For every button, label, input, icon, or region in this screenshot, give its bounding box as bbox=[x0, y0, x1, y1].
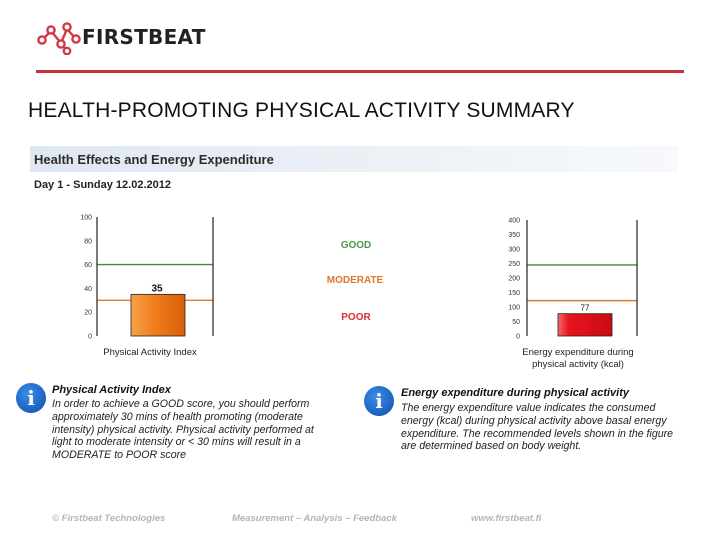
info-line: energy (kcal) during physical activity above basal energy bbox=[401, 414, 667, 427]
y-tick-label: 50 bbox=[512, 319, 520, 326]
info-line: MODERATE to POOR score bbox=[52, 449, 187, 462]
info-body-energy bbox=[401, 402, 713, 453]
info-title-pai: Physical Activity Index bbox=[52, 384, 171, 396]
y-tick-label: 0 bbox=[88, 333, 92, 341]
data-bar bbox=[131, 294, 185, 336]
bar-value-label: 77 bbox=[580, 303, 590, 313]
level-poor-label: POOR bbox=[341, 312, 371, 323]
x-axis-label: Physical Activity Index bbox=[103, 347, 197, 358]
section-title: Health Effects and Energy Expenditure bbox=[34, 152, 274, 167]
level-good-label: GOOD bbox=[340, 240, 372, 251]
footer-copyright: © Firstbeat Technologies bbox=[52, 513, 166, 524]
y-tick-label: 150 bbox=[508, 290, 520, 297]
info-line: approximately 30 mins of health promoting (moderate bbox=[52, 410, 303, 423]
info-icon: i bbox=[16, 383, 46, 413]
y-tick-label: 250 bbox=[508, 261, 520, 268]
x-axis-label: Energy expenditure during bbox=[522, 347, 634, 358]
info-line: light to moderate intensity or < 30 mins will result in a bbox=[52, 436, 301, 449]
info-icon: i bbox=[364, 386, 394, 416]
brand-name: FIRSTBEAT bbox=[82, 25, 206, 49]
y-tick-label: 300 bbox=[508, 246, 520, 254]
slide-title: HEALTH-PROMOTING PHYSICAL ACTIVITY SUMMARY bbox=[28, 99, 575, 122]
info-line: The energy expenditure value indicates the consumed bbox=[401, 402, 656, 414]
bar-value-label: 35 bbox=[151, 283, 163, 295]
y-tick-label: 350 bbox=[508, 232, 520, 239]
y-tick-label: 20 bbox=[84, 309, 92, 317]
level-moderate-label: MODERATE bbox=[326, 275, 384, 286]
info-line: are determined based on body weight. bbox=[401, 440, 582, 453]
info-line: expenditure. The recommended levels shown in the figure bbox=[401, 427, 674, 440]
footer-tagline: Measurement – Analysis – Feedback bbox=[232, 513, 397, 524]
y-tick-label: 100 bbox=[80, 214, 92, 222]
physical-activity-index-chart bbox=[80, 215, 213, 359]
x-axis-label: physical activity (kcal) bbox=[532, 359, 624, 370]
info-line: intensity) physical activity. Physical activity performed at bbox=[52, 423, 314, 436]
y-tick-label: 80 bbox=[84, 238, 92, 246]
y-tick-label: 40 bbox=[84, 285, 92, 293]
y-tick-label: 200 bbox=[508, 275, 520, 283]
data-bar bbox=[558, 314, 612, 336]
info-body-pai bbox=[52, 398, 348, 464]
y-tick-label: 100 bbox=[508, 304, 520, 312]
y-tick-label: 0 bbox=[516, 333, 520, 341]
energy-expenditure-chart bbox=[508, 218, 637, 371]
info-line: In order to achieve a GOOD score, you should perform bbox=[52, 398, 310, 410]
y-tick-label: 60 bbox=[84, 262, 92, 270]
footer-website[interactable]: www.firstbeat.fi bbox=[471, 513, 542, 524]
day-label: Day 1 - Sunday 12.02.2012 bbox=[34, 179, 171, 191]
y-tick-label: 400 bbox=[508, 217, 520, 225]
info-title-energy: Energy expenditure during physical activity bbox=[401, 387, 630, 399]
